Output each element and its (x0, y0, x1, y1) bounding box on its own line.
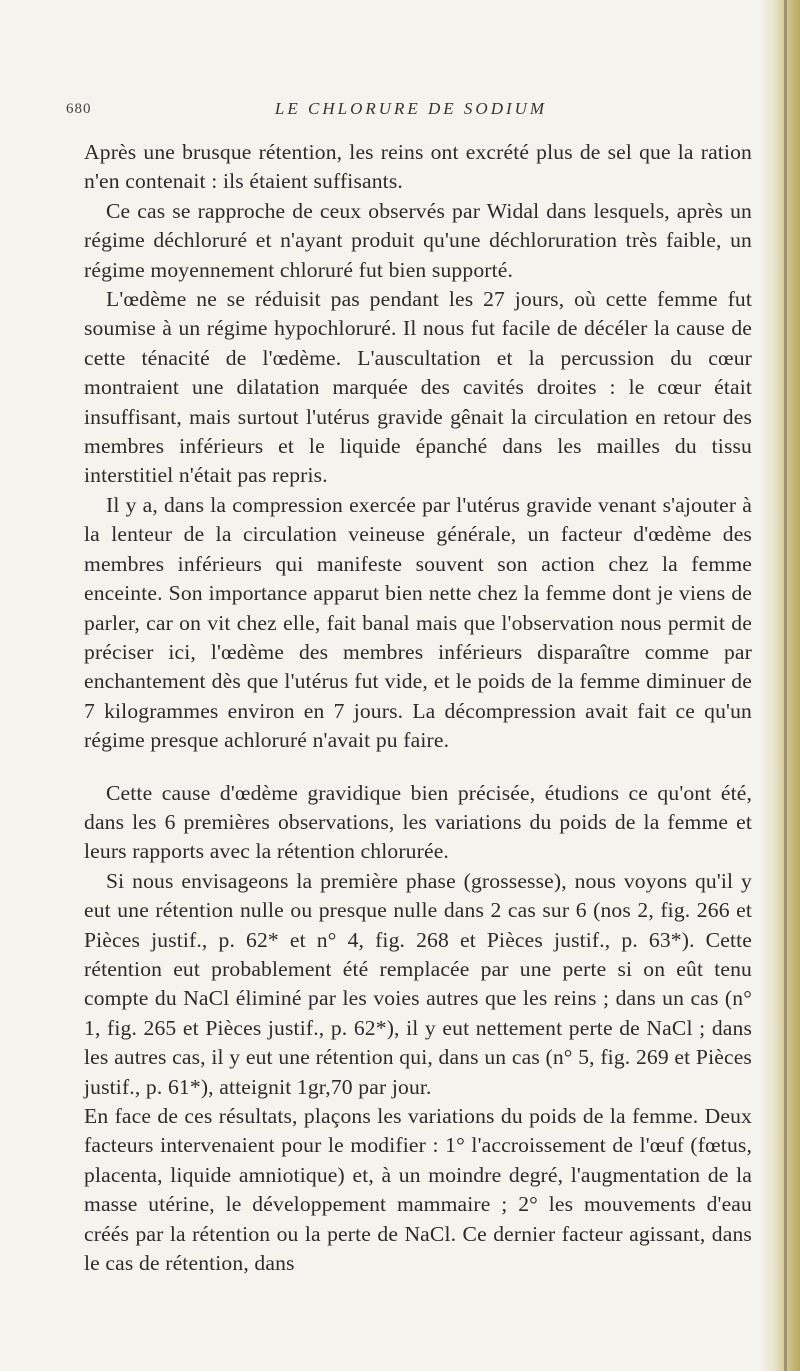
paragraph-1: Après une brusque rétention, les reins ont excrété plus de sel que la ration n'en contenait : ils étaient suffisants. (84, 140, 752, 194)
paragraph-2: Ce cas se rapproche de ceux observés par Widal dans lesquels, après un régime déchloruré et n'ayant produit qu'une déchloruration très faible, un régime moyennement chloruré fut bien supporté. (84, 198, 752, 282)
book-page-edge (760, 0, 800, 1371)
body-text (84, 138, 752, 1278)
paragraph-6: Si nous envisageons la première phase (grossesse), nous voyons qu'il y eut une rétention nulle ou presque nulle dans 2 cas sur 6 (nos 2, fig. 266 et Pièces justif., p. 62* et n° 4, fig. 268 et Pièces justif., p. 63*). Cette rétention eut probablement été remplacée par une perte si on eût tenu compte du NaCl éliminé par les voies autres que les reins ; dans un cas (n° 1, fig. 265 et Pièces justif., p. 62*), il y eut nettement perte de NaCl ; dans les autres cas, il y eut une rétention qui, dans un cas (n° 5, fig. 269 et Pièces justif., p. 61*), atteignit 1gr,70 par jour. (84, 868, 752, 1099)
paragraph-3: L'œdème ne se réduisit pas pendant les 27 jours, où cette femme fut soumise à un régime hypochloruré. Il nous fut facile de décéler la cause de cette ténacité de l'œdème. L'auscultation et la percussion du cœur montraient une dilatation marquée des cavités droites : le cœur était insuffisant, mais surtout l'utérus gravide gênait la circulation en retour des membres inférieurs et le liquide épanché dans les mailles du tissu interstitiel n'était pas repris. (84, 287, 752, 488)
running-title: LE CHLORURE DE SODIUM (274, 99, 548, 118)
paragraph-4: Il y a, dans la compression exercée par l'utérus gravide venant s'ajouter à la lenteur de la circulation veineuse générale, un facteur d'œdème des membres inférieurs qui manifeste souvent son action chez la femme enceinte. Son importance apparut bien nette chez la femme dont je viens de parler, car on vit chez elle, fait banal mais que l'observation nous permit de préciser ici, l'œdème des membres inférieurs disparaître comme par enchantement dès que l'utérus fut vide, et le poids de la femme diminuer de 7 kilogrammes environ en 7 jours. La décompression avait fait ce qu'un régime presque achloruré n'avait pu faire. (84, 492, 752, 753)
paragraph-5: Cette cause d'œdème gravidique bien précisée, étudions ce qu'ont été, dans les 6 premières observations, les variations du poids de la femme et leurs rapports avec la rétention chlorurée. (84, 780, 752, 864)
page-number: 680 (66, 101, 92, 117)
paragraph-7: En face de ces résultats, plaçons les variations du poids de la femme. Deux facteurs intervenaient pour le modifier : 1° l'accroissement de l'œuf (fœtus, placenta, liquide amniotique) et, à un moindre degré, l'augmentation de la masse utérine, le développement mammaire ; 2° les mouvements d'eau créés par la rétention ou la perte de NaCl. Ce dernier facteur agissant, dans le cas de rétention, dans (84, 1104, 752, 1276)
page-header (66, 99, 756, 123)
